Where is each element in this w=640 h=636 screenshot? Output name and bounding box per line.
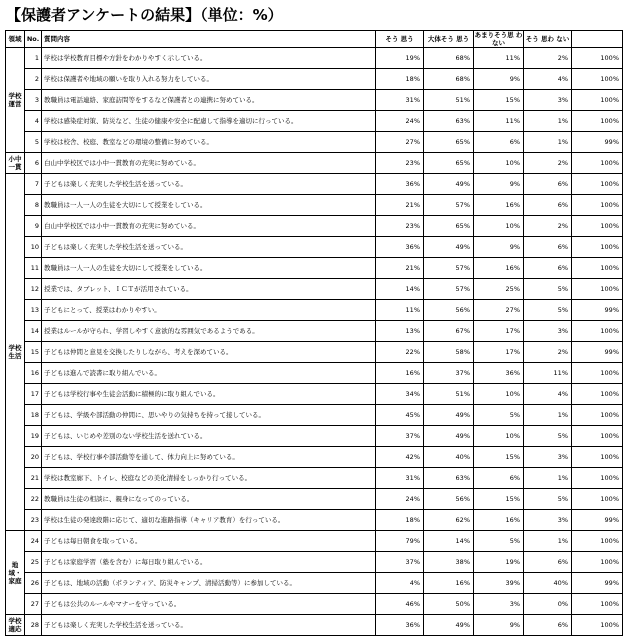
mostly-agree-value: 51% — [424, 384, 474, 405]
mostly-disagree-value: 11% — [474, 111, 524, 132]
mostly-disagree-value: 16% — [474, 510, 524, 531]
row-number: 14 — [25, 321, 42, 342]
mostly-agree-value: 57% — [424, 279, 474, 300]
domain-cell: 地域・家庭 — [6, 531, 25, 615]
strongly-agree-value: 79% — [376, 531, 424, 552]
table-row — [6, 111, 623, 132]
total-value: 100% — [572, 489, 623, 510]
mostly-disagree-value: 6% — [474, 132, 524, 153]
disagree-value: 5% — [524, 300, 572, 321]
mostly-disagree-value: 25% — [474, 279, 524, 300]
page-title: 【保護者アンケートの結果】（単位：%） — [6, 6, 283, 24]
mostly-agree-value: 62% — [424, 510, 474, 531]
row-number: 5 — [25, 132, 42, 153]
question-text: 学校は校舎、校庭、教室などの環境の整備に努めている。 — [42, 132, 376, 153]
disagree-value: 2% — [524, 153, 572, 174]
question-text: 子どもは、学級や部活動の仲間に、思いやりの気持ちを持って接している。 — [42, 405, 376, 426]
disagree-value: 1% — [524, 405, 572, 426]
mostly-agree-value: 65% — [424, 153, 474, 174]
total-value: 100% — [572, 195, 623, 216]
strongly-agree-value: 21% — [376, 258, 424, 279]
mostly-disagree-value: 10% — [474, 384, 524, 405]
disagree-value: 6% — [524, 615, 572, 636]
table-row — [6, 321, 623, 342]
question-text: 授業では、タブレット、ＩＣＴが活用されている。 — [42, 279, 376, 300]
mostly-agree-value: 51% — [424, 90, 474, 111]
mostly-disagree-value: 5% — [474, 405, 524, 426]
mostly-disagree-value: 17% — [474, 342, 524, 363]
row-number: 12 — [25, 279, 42, 300]
mostly-disagree-value: 36% — [474, 363, 524, 384]
header-mostly-disagree: あまりそう思 わない — [474, 31, 523, 47]
table-row — [6, 69, 623, 90]
table-row — [6, 594, 623, 615]
total-value: 100% — [572, 384, 623, 405]
strongly-agree-value: 27% — [376, 132, 424, 153]
row-number: 26 — [25, 573, 42, 594]
row-number: 3 — [25, 90, 42, 111]
disagree-value: 11% — [524, 363, 572, 384]
table-row — [6, 447, 623, 468]
strongly-agree-value: 13% — [376, 321, 424, 342]
header-mostly-agree: 大体そう 思う — [424, 31, 474, 48]
mostly-disagree-value: 9% — [474, 615, 524, 636]
disagree-value: 6% — [524, 174, 572, 195]
table-row — [6, 48, 623, 69]
header-question: 質問内容 — [42, 31, 376, 48]
mostly-agree-value: 49% — [424, 405, 474, 426]
strongly-agree-value: 31% — [376, 468, 424, 489]
question-text: 学校は教室廊下、トイレ、校庭などの美化清掃をしっかり行っている。 — [42, 468, 376, 489]
strongly-agree-value: 37% — [376, 426, 424, 447]
strongly-agree-value: 14% — [376, 279, 424, 300]
header-disagree: そう 思わ ない — [524, 31, 572, 48]
row-number: 8 — [25, 195, 42, 216]
total-value: 100% — [572, 258, 623, 279]
mostly-disagree-value: 10% — [474, 216, 524, 237]
table-row — [6, 174, 623, 195]
mostly-disagree-value: 19% — [474, 552, 524, 573]
strongly-agree-value: 24% — [376, 111, 424, 132]
row-number: 1 — [25, 48, 42, 69]
table-row — [6, 489, 623, 510]
mostly-disagree-value: 15% — [474, 90, 524, 111]
table-row — [6, 468, 623, 489]
total-value: 100% — [572, 174, 623, 195]
mostly-agree-value: 50% — [424, 594, 474, 615]
mostly-agree-value: 58% — [424, 342, 474, 363]
table-row — [6, 384, 623, 405]
question-text: 教職員は一人一人の生徒を大切にして授業をしている。 — [42, 258, 376, 279]
strongly-agree-value: 16% — [376, 363, 424, 384]
disagree-value: 3% — [524, 90, 572, 111]
strongly-agree-value: 37% — [376, 552, 424, 573]
mostly-agree-value: 57% — [424, 195, 474, 216]
mostly-disagree-value: 39% — [474, 573, 524, 594]
table-row — [6, 279, 623, 300]
question-text: 教職員は生徒の相談に、親身になってのっている。 — [42, 489, 376, 510]
table-row — [6, 531, 623, 552]
strongly-agree-value: 19% — [376, 48, 424, 69]
total-value: 100% — [572, 426, 623, 447]
strongly-agree-value: 4% — [376, 573, 424, 594]
mostly-agree-value: 65% — [424, 216, 474, 237]
table-row — [6, 195, 623, 216]
mostly-agree-value: 40% — [424, 447, 474, 468]
disagree-value: 6% — [524, 195, 572, 216]
total-value: 100% — [572, 237, 623, 258]
mostly-agree-value: 14% — [424, 531, 474, 552]
row-number: 2 — [25, 69, 42, 90]
disagree-value: 4% — [524, 69, 572, 90]
row-number: 27 — [25, 594, 42, 615]
table-row — [6, 90, 623, 111]
mostly-agree-value: 67% — [424, 321, 474, 342]
table-row — [6, 363, 623, 384]
question-text: 子どもは進んで読書に取り組んでいる。 — [42, 363, 376, 384]
disagree-value: 2% — [524, 342, 572, 363]
mostly-disagree-value: 27% — [474, 300, 524, 321]
total-value: 99% — [572, 510, 623, 531]
mostly-disagree-value: 17% — [474, 321, 524, 342]
mostly-agree-value: 68% — [424, 69, 474, 90]
row-number: 23 — [25, 510, 42, 531]
header-domain: 領域 — [6, 31, 25, 48]
row-number: 28 — [25, 615, 42, 636]
disagree-value: 1% — [524, 531, 572, 552]
disagree-value: 4% — [524, 384, 572, 405]
domain-cell: 学校適応 — [6, 615, 25, 636]
disagree-value: 6% — [524, 552, 572, 573]
strongly-agree-value: 31% — [376, 90, 424, 111]
row-number: 10 — [25, 237, 42, 258]
total-value: 99% — [572, 300, 623, 321]
question-text: 白山中学校区では小中一貫教育の充実に努めている。 — [42, 216, 376, 237]
total-value: 100% — [572, 552, 623, 573]
mostly-agree-value: 49% — [424, 615, 474, 636]
header-strongly-agree: そう 思う — [376, 31, 424, 48]
total-value: 99% — [572, 573, 623, 594]
question-text: 子どもは仲間と意見を交換したりしながら、考えを深めている。 — [42, 342, 376, 363]
mostly-disagree-value: 11% — [474, 48, 524, 69]
table-row — [6, 237, 623, 258]
row-number: 17 — [25, 384, 42, 405]
row-number: 19 — [25, 426, 42, 447]
row-number: 22 — [25, 489, 42, 510]
domain-cell: 学校運営 — [6, 48, 25, 153]
table-row — [6, 132, 623, 153]
mostly-agree-value: 49% — [424, 237, 474, 258]
table-row — [6, 258, 623, 279]
disagree-value: 2% — [524, 216, 572, 237]
mostly-disagree-value: 6% — [474, 468, 524, 489]
total-value: 100% — [572, 321, 623, 342]
question-text: 子どもは、地域の活動（ボランティア、防災キャンプ、清掃活動等）に参加している。 — [42, 573, 376, 594]
disagree-value: 6% — [524, 237, 572, 258]
strongly-agree-value: 46% — [376, 594, 424, 615]
disagree-value: 1% — [524, 111, 572, 132]
total-value: 100% — [572, 48, 623, 69]
question-text: 子どもは楽しく充実した学校生活を送っている。 — [42, 237, 376, 258]
mostly-disagree-value: 10% — [474, 153, 524, 174]
table-row — [6, 342, 623, 363]
mostly-agree-value: 37% — [424, 363, 474, 384]
row-number: 9 — [25, 216, 42, 237]
question-text: 教職員は一人一人の生徒を大切にして授業をしている。 — [42, 195, 376, 216]
strongly-agree-value: 22% — [376, 342, 424, 363]
strongly-agree-value: 24% — [376, 489, 424, 510]
question-text: 学校は保護者や地域の願いを取り入れる努力をしている。 — [42, 69, 376, 90]
total-value: 99% — [572, 342, 623, 363]
mostly-agree-value: 63% — [424, 111, 474, 132]
total-value: 100% — [572, 90, 623, 111]
total-value: 100% — [572, 447, 623, 468]
question-text: 子どもは学校行事や生徒会活動に積極的に取り組んでいる。 — [42, 384, 376, 405]
strongly-agree-value: 42% — [376, 447, 424, 468]
total-value: 100% — [572, 468, 623, 489]
question-text: 子どもは、いじめや差別のない学校生活を送れている。 — [42, 426, 376, 447]
question-text: 子どもにとって、授業はわかりやすい。 — [42, 300, 376, 321]
table-row — [6, 552, 623, 573]
row-number: 24 — [25, 531, 42, 552]
mostly-disagree-value: 10% — [474, 426, 524, 447]
total-value: 100% — [572, 531, 623, 552]
disagree-value: 3% — [524, 510, 572, 531]
header-total — [572, 31, 623, 48]
total-value: 100% — [572, 153, 623, 174]
strongly-agree-value: 45% — [376, 405, 424, 426]
mostly-disagree-value: 9% — [474, 237, 524, 258]
question-text: 子どもは楽しく充実した学校生活を送っている。 — [42, 615, 376, 636]
table-row — [6, 426, 623, 447]
mostly-disagree-value: 9% — [474, 174, 524, 195]
table-row — [6, 615, 623, 636]
table-row — [6, 216, 623, 237]
mostly-agree-value: 56% — [424, 489, 474, 510]
total-value: 100% — [572, 279, 623, 300]
table-row — [6, 510, 623, 531]
question-text: 学校は感染症対策、防災など、生徒の健康や安全に配慮して指導を適切に行っている。 — [42, 111, 376, 132]
strongly-agree-value: 36% — [376, 615, 424, 636]
mostly-agree-value: 38% — [424, 552, 474, 573]
row-number: 7 — [25, 174, 42, 195]
question-text: 子どもは、学校行事や部活動等を通して、体力向上に努めている。 — [42, 447, 376, 468]
strongly-agree-value: 21% — [376, 195, 424, 216]
row-number: 25 — [25, 552, 42, 573]
total-value: 100% — [572, 405, 623, 426]
mostly-agree-value: 16% — [424, 573, 474, 594]
mostly-disagree-value: 15% — [474, 489, 524, 510]
mostly-agree-value: 68% — [424, 48, 474, 69]
mostly-agree-value: 65% — [424, 132, 474, 153]
total-value: 100% — [572, 111, 623, 132]
question-text: 子どもは公共のルールやマナーを守っている。 — [42, 594, 376, 615]
question-text: 教職員は電話連絡、家庭訪問等をするなど保護者との連携に努めている。 — [42, 90, 376, 111]
strongly-agree-value: 18% — [376, 69, 424, 90]
mostly-agree-value: 57% — [424, 258, 474, 279]
mostly-agree-value: 49% — [424, 174, 474, 195]
table-row — [6, 573, 623, 594]
table-row — [6, 153, 623, 174]
domain-cell: 小中一貫 — [6, 153, 25, 174]
mostly-disagree-value: 15% — [474, 447, 524, 468]
table-row — [6, 300, 623, 321]
row-number: 4 — [25, 111, 42, 132]
question-text: 白山中学校区では小中一貫教育の充実に努めている。 — [42, 153, 376, 174]
row-number: 13 — [25, 300, 42, 321]
disagree-value: 6% — [524, 258, 572, 279]
row-number: 15 — [25, 342, 42, 363]
total-value: 100% — [572, 69, 623, 90]
disagree-value: 5% — [524, 489, 572, 510]
strongly-agree-value: 18% — [376, 510, 424, 531]
mostly-agree-value: 56% — [424, 300, 474, 321]
mostly-agree-value: 63% — [424, 468, 474, 489]
total-value: 100% — [572, 363, 623, 384]
strongly-agree-value: 36% — [376, 174, 424, 195]
disagree-value: 5% — [524, 426, 572, 447]
strongly-agree-value: 34% — [376, 384, 424, 405]
question-text: 子どもは楽しく充実した学校生活を送っている。 — [42, 174, 376, 195]
disagree-value: 3% — [524, 321, 572, 342]
disagree-value: 2% — [524, 48, 572, 69]
row-number: 16 — [25, 363, 42, 384]
header-no: No. — [25, 31, 42, 48]
disagree-value: 40% — [524, 573, 572, 594]
domain-cell: 学校生活 — [6, 174, 25, 531]
total-value: 100% — [572, 594, 623, 615]
row-number: 18 — [25, 405, 42, 426]
row-number: 11 — [25, 258, 42, 279]
row-number: 6 — [25, 153, 42, 174]
question-text: 子どもは家庭学習（塾を含む）に毎日取り組んでいる。 — [42, 552, 376, 573]
disagree-value: 3% — [524, 447, 572, 468]
mostly-disagree-value: 5% — [474, 531, 524, 552]
strongly-agree-value: 11% — [376, 300, 424, 321]
mostly-disagree-value: 3% — [474, 594, 524, 615]
question-text: 学校は生徒の発達段階に応じて、適切な進路指導（キャリア教育）を行っている。 — [42, 510, 376, 531]
strongly-agree-value: 23% — [376, 216, 424, 237]
total-value: 100% — [572, 615, 623, 636]
header-row — [6, 31, 623, 48]
row-number: 20 — [25, 447, 42, 468]
disagree-value: 0% — [524, 594, 572, 615]
row-number: 21 — [25, 468, 42, 489]
mostly-disagree-value: 16% — [474, 195, 524, 216]
mostly-agree-value: 49% — [424, 426, 474, 447]
disagree-value: 1% — [524, 468, 572, 489]
strongly-agree-value: 23% — [376, 153, 424, 174]
strongly-agree-value: 36% — [376, 237, 424, 258]
mostly-disagree-value: 16% — [474, 258, 524, 279]
mostly-disagree-value: 9% — [474, 69, 524, 90]
question-text: 子どもは毎日朝食を取っている。 — [42, 531, 376, 552]
table-row — [6, 405, 623, 426]
total-value: 100% — [572, 216, 623, 237]
total-value: 99% — [572, 132, 623, 153]
question-text: 学校は学校教育目標や方針をわかりやすく示している。 — [42, 48, 376, 69]
survey-results-table — [5, 30, 623, 636]
question-text: 授業はルールが守られ、学習しやすく意欲的な雰囲気であるようである。 — [42, 321, 376, 342]
disagree-value: 5% — [524, 279, 572, 300]
disagree-value: 1% — [524, 132, 572, 153]
